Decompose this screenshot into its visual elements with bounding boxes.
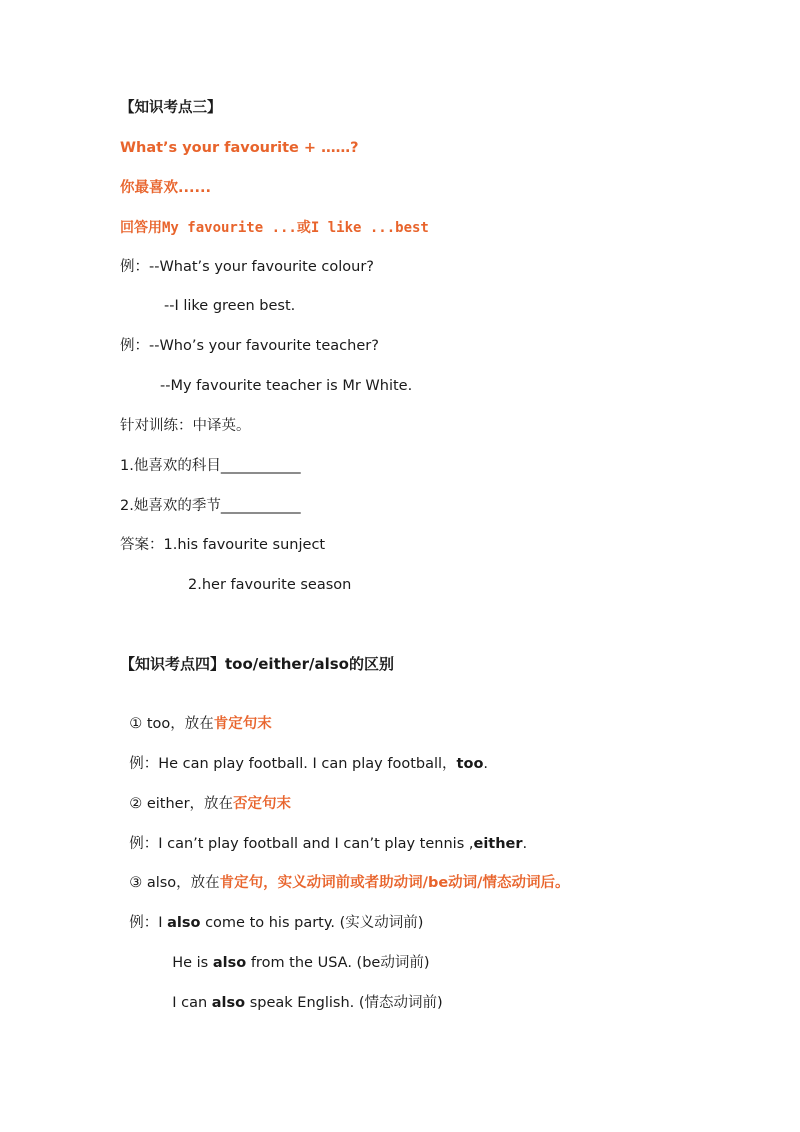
example2-answer: --My favourite teacher is Mr White. — [160, 378, 413, 394]
also-example-1 — [120, 893, 423, 933]
example1-answer: --I like green best. — [164, 298, 296, 314]
too-example-text: 例：He can play football. I can play football， — [129, 756, 457, 772]
also-keyword-2: also — [212, 955, 247, 971]
also-rule-line — [120, 853, 569, 893]
example1-question: 例：--What’s your favourite colour? — [120, 259, 374, 275]
section4-heading: 【知识考点四】too/either/also的区别 — [120, 655, 394, 673]
example2-question: 例：--Who’s your favourite teacher? — [120, 338, 379, 354]
meaning-line: 你最喜欢...... — [120, 180, 212, 196]
also-example-3 — [163, 973, 443, 1013]
either-label: ② either，放在 — [129, 796, 234, 812]
also-ex3-text: I can — [172, 995, 212, 1011]
too-example-line — [120, 734, 488, 774]
practice-item-2: 2.她喜欢的季节___________ — [120, 498, 301, 514]
answer-line-2: 2.her favourite season — [188, 577, 352, 593]
also-ex1-end: come to his party. (实义动词前) — [200, 915, 424, 931]
answer-hint-line: 回答用My favourite ...或I like ...best — [120, 220, 429, 236]
either-example-end: . — [522, 836, 528, 852]
either-rule-line — [120, 774, 291, 814]
also-example-2 — [163, 933, 430, 973]
too-rule-line — [120, 694, 272, 734]
either-example-text: 例：I can’t play football and I can’t play tennis , — [129, 836, 474, 852]
either-example-line — [120, 814, 527, 854]
also-ex2-end: from the USA. (be动词前) — [246, 955, 430, 971]
either-rule: 否定句末 — [233, 796, 292, 812]
also-label: ③ also，放在 — [129, 875, 220, 891]
too-example-end: . — [483, 756, 489, 772]
also-ex1-text: 例：I — [129, 915, 168, 931]
practice-title: 针对训练：中译英。 — [120, 418, 251, 434]
too-rule: 肯定句末 — [213, 716, 272, 732]
either-keyword: either — [473, 836, 523, 852]
practice-item-1: 1.他喜欢的科目___________ — [120, 458, 301, 474]
also-rule: 肯定句，实义动词前或者助动词/be动词/情态动词后。 — [219, 875, 570, 891]
also-keyword-1: also — [167, 915, 201, 931]
also-ex3-end: speak English. (情态动词前) — [245, 995, 443, 1011]
also-ex2-text: He is — [172, 955, 213, 971]
pattern-line: What’s your favourite + ……? — [120, 140, 359, 156]
answer-line-1: 答案：1.his favourite sunject — [120, 537, 326, 553]
also-keyword-3: also — [211, 995, 246, 1011]
too-keyword: too — [456, 756, 484, 772]
too-label: ① too，放在 — [129, 716, 214, 732]
section3-heading: 【知识考点三】 — [120, 100, 222, 116]
